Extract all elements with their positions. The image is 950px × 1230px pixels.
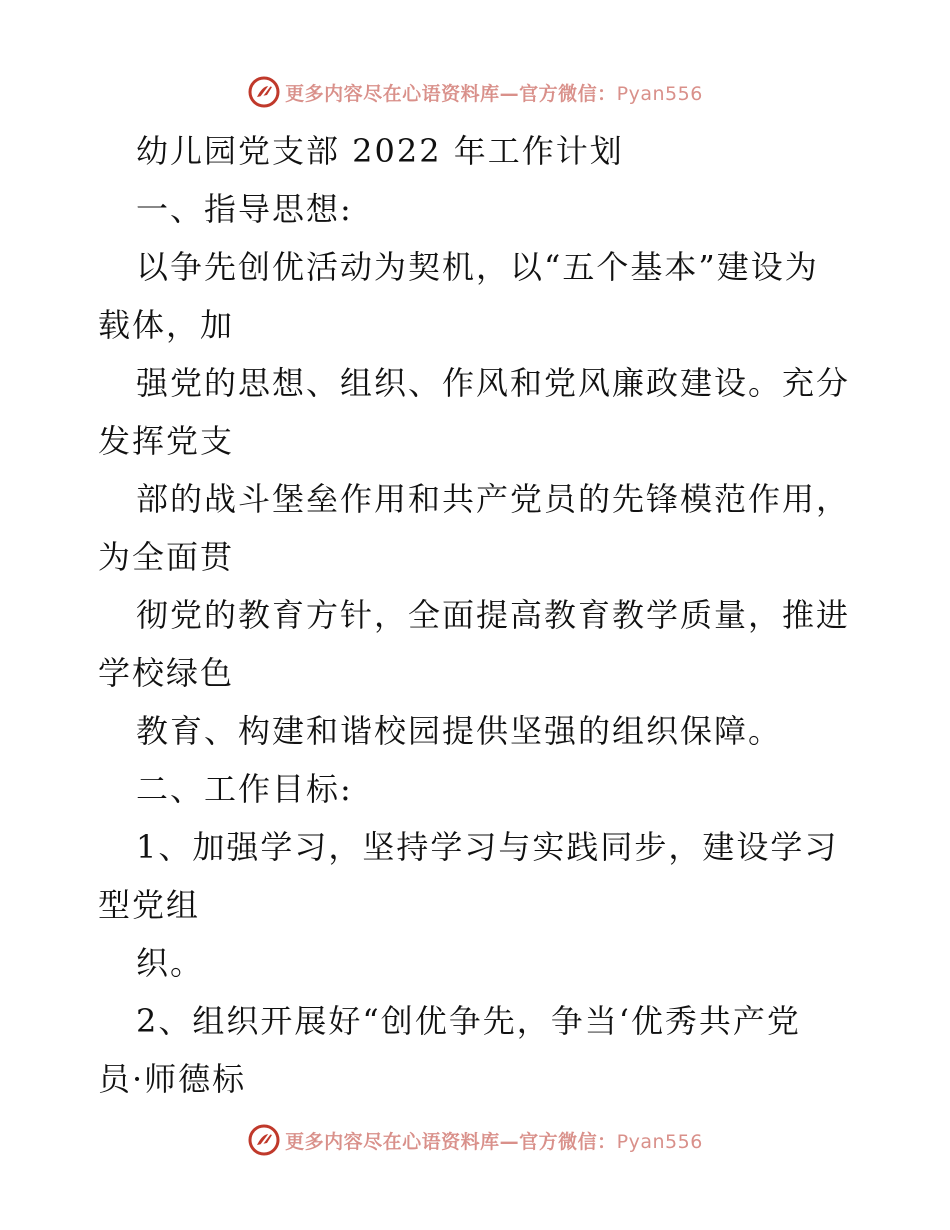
document-title: 幼儿园党支部 2022 年工作计划 — [136, 132, 624, 170]
seal-logo-icon — [247, 1123, 281, 1157]
paragraph-line: 强党的思想、组织、作风和党风廉政建设。充分 — [136, 364, 851, 402]
paragraph-line: 教育、构建和谐校园提供坚强的组织保障。 — [136, 712, 783, 750]
footer-wechat-id: Pyan556 — [616, 1130, 703, 1153]
paragraph-line: 发挥党支 — [98, 422, 235, 460]
list-item-line: 织。 — [136, 944, 205, 982]
list-item-line: 1、加强学习，坚持学习与实践同步，建设学习 — [136, 828, 839, 866]
header-watermark-banner — [0, 72, 950, 112]
paragraph-line: 载体，加 — [98, 306, 235, 344]
paragraph-line: 彻党的教育方针，全面提高教育教学质量，推进 — [136, 596, 851, 634]
footer-watermark-banner — [0, 1120, 950, 1160]
header-banner-text: 更多内容尽在心语资料库—官方微信：Pyan556 — [285, 82, 703, 105]
list-item-line: 2、组织开展好“创优争先，争当‘优秀共产党 — [136, 1002, 801, 1040]
list-item-line: 员·师德标 — [98, 1060, 247, 1098]
paragraph-line: 部的战斗堡垒作用和共产党员的先锋模范作用， — [136, 480, 851, 518]
header-wechat-id: Pyan556 — [616, 82, 703, 105]
paragraph-line: 学校绿色 — [98, 654, 235, 692]
paragraph-line: 为全面贯 — [98, 538, 235, 576]
list-item-line: 型党组 — [98, 886, 201, 924]
paragraph-line: 以争先创优活动为契机，以“五个基本”建设为 — [136, 248, 819, 286]
section-heading-guiding-ideology: 一、指导思想: — [136, 190, 353, 228]
seal-logo-icon — [247, 75, 281, 109]
section-heading-work-goals: 二、工作目标: — [136, 770, 353, 808]
footer-banner-text: 更多内容尽在心语资料库—官方微信：Pyan556 — [285, 1130, 703, 1153]
